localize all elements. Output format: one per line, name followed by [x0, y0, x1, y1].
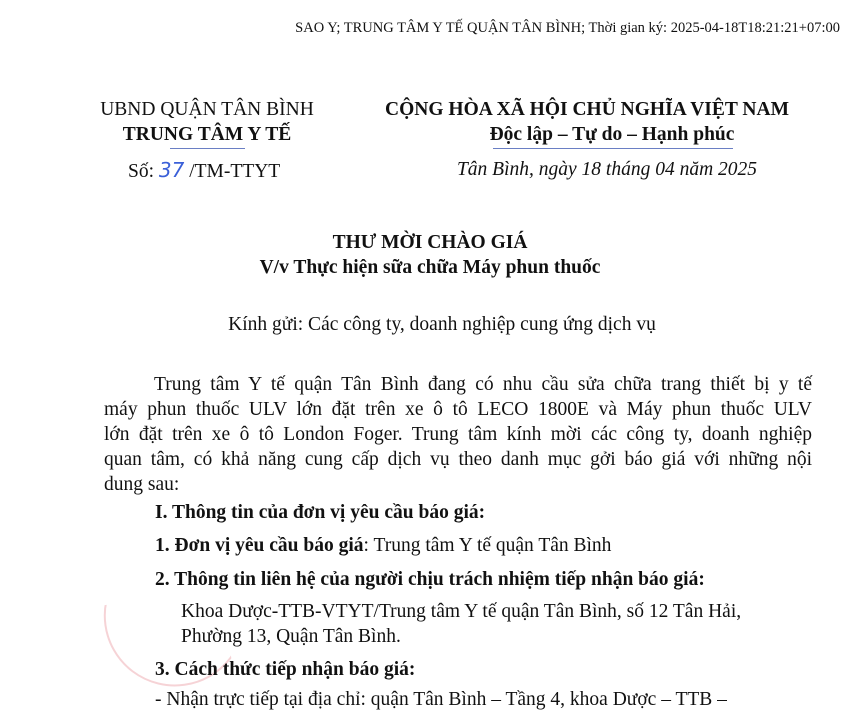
number-handwritten: 37 [158, 158, 185, 182]
item-2-label: 2. Thông tin liên hệ của người chịu trách nhiệm tiếp nhận báo giá: [155, 569, 705, 590]
item-2-line: Phường 13, Quận Tân Bình. [181, 626, 401, 647]
document-title: THƯ MỜI CHÀO GIÁ [332, 232, 528, 253]
national-title: CỘNG HÒA XÃ HỘI CHỦ NGHĨA VIỆT NAM [385, 99, 789, 120]
document-subtitle: V/v Thực hiện sữa chữa Máy phun thuốc [259, 257, 601, 278]
item-1 [155, 534, 611, 558]
intro-line: Trung tâm Y tế quận Tân Bình đang có nhu cầu sửa chữa trang thiết bị y tế [154, 374, 812, 395]
item-1-value: : Trung tâm Y tế quận Tân Bình [363, 535, 612, 556]
intro-line: dung sau: [104, 474, 180, 495]
number-suffix: /TM-TTYT [189, 161, 281, 182]
org-underline [170, 148, 245, 149]
intro-line: quan tâm, có khả năng cung cấp dịch vụ theo danh mục gởi báo giá với những nội [104, 449, 812, 470]
item-3-label: 3. Cách thức tiếp nhận báo giá: [155, 659, 416, 680]
recipient: Kính gửi: Các công ty, doanh nghiệp cung ứng dịch vụ [228, 314, 656, 335]
org-name: TRUNG TÂM Y TẾ [122, 124, 292, 145]
intro-line: máy phun thuốc ULV lớn đặt trên xe ô tô LECO 1800E và Máy phun thuốc ULV [104, 399, 812, 420]
item-3-line: - Nhận trực tiếp tại địa chỉ: quận Tân Bình – Tầng 4, khoa Dược – TTB – [155, 689, 727, 710]
motto-underline [493, 148, 733, 149]
document-number [128, 158, 280, 184]
intro-line: lớn đặt trên xe ô tô London Foger. Trung tâm kính mời các công ty, doanh nghiệp [104, 424, 812, 445]
document-date: Tân Bình, ngày 18 tháng 04 năm 2025 [456, 159, 758, 180]
section-heading-1: I. Thông tin của đơn vị yêu cầu báo giá: [155, 502, 486, 523]
item-2-line: Khoa Dược-TTB-VTYT/Trung tâm Y tế quận Tân Bình, số 12 Tân Hải, [181, 601, 742, 622]
number-prefix: Số: [128, 161, 155, 182]
national-motto: Độc lập – Tự do – Hạnh phúc [489, 124, 735, 145]
item-1-label: 1. Đơn vị yêu cầu báo giá [155, 535, 364, 556]
digital-signature-stamp: SAO Y; TRUNG TÂM Y TẾ QUẬN TÂN BÌNH; Thời gian ký: 2025-04-18T18:21:21+07:00 [295, 20, 840, 36]
org-parent: UBND QUẬN TÂN BÌNH [100, 99, 314, 120]
